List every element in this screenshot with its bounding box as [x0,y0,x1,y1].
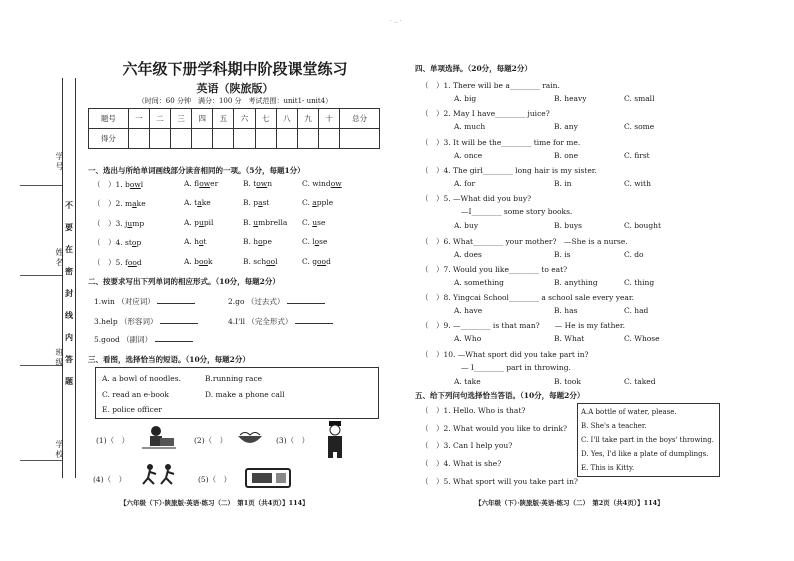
answer-option: A.A bottle of water, please. [581,408,677,416]
phonics-question: （ ）5. food [93,258,142,267]
score-table [88,108,380,149]
option-c[interactable]: C. had [624,306,649,316]
answer-blank[interactable] [155,334,193,342]
option-b[interactable]: B. has [554,306,578,316]
mc-question: （ ）6. What________ your mother? —She is a nurse. [421,236,628,246]
score-header: 题号 [89,109,129,129]
police-officer-icon [322,420,348,458]
option-c[interactable]: C. some [624,122,655,132]
option-c[interactable]: C. good [302,257,331,266]
mc-question: （ ）9. —________ is that man? — He is my father. [421,321,625,331]
option-a[interactable]: A. buy [454,221,479,231]
answer-blank[interactable] [287,296,325,304]
option-c[interactable]: C. taked [624,376,656,386]
page-subtitle: 英语（陕旅版） [196,82,274,95]
score-cell[interactable] [171,129,192,149]
option-b[interactable]: B. past [243,198,270,207]
section-5-heading: 五、给下列问句选择恰当答语。（10分，每题2分） [415,391,585,400]
page-footer: 【六年级（下）·陕旅版·英语·练习（二） 第1页（共4页）】114】 [120,499,309,507]
score-cell[interactable] [149,129,170,149]
label-banji: 班级 [55,348,64,368]
option-b[interactable]: B. What [554,334,585,344]
exam-meta: （时间：60 分钟 满分：100 分 考试范围：unit1- unit4） [137,97,333,105]
option-a[interactable]: A. take [454,376,481,386]
picture-label[interactable]: (2)（ ） [194,436,228,445]
picture-label[interactable]: (5)（ ） [198,475,232,484]
answer-option: D. Yes, I'd like a plate of dumplings. [581,450,709,458]
option-b[interactable]: B. town [243,179,273,188]
phrase-option: E. police officer [102,405,162,414]
score-cell[interactable] [192,129,213,149]
option-a[interactable]: A. once [454,150,483,160]
section-2-heading: 二、按要求写出下列单词的相应形式。（10分，每题2分） [88,277,280,286]
score-cell[interactable] [319,129,340,149]
option-c[interactable]: C. window [302,179,342,188]
dialog-question: （ ）3. Can I help you? [421,441,513,450]
picture-label[interactable]: (3)（ ） [276,436,310,445]
section-4-heading: 四、单项选择。（20分，每题2分） [415,64,532,73]
mc-question: （ ）5. —What did you buy? [421,194,532,204]
answer-blank[interactable] [160,316,198,324]
label-xuehao: 学号 [55,152,64,172]
dialog-question: （ ）4. What is she? [421,459,502,468]
word-form-item: 3.help （形容词） [94,316,198,327]
word-form-item: 4.I'll （完全形式） [228,316,333,327]
option-a[interactable]: A. take [184,198,211,207]
mc-question: （ ）1. There will be a________ rain. [421,81,560,90]
answer-blank[interactable] [157,296,195,304]
section-1-heading: 一、选出与所给单词画线部分读音相同的一项。（5分，每题1分） [88,166,305,175]
option-a[interactable]: A. flower [184,179,219,188]
mc-question-line2: —I________ some story books. [461,207,573,217]
seal-char: 在 [65,244,73,254]
seal-char: 不 [65,200,73,210]
side-line-xuehao [20,185,62,186]
option-c[interactable]: C. first [624,150,650,160]
picture-label[interactable]: (4)（ ） [93,475,127,484]
option-a[interactable]: A. big [454,94,477,103]
option-b[interactable]: B. umbrella [243,218,288,227]
side-line-xingming [20,275,62,276]
picture-label[interactable]: (1)（ ） [96,436,130,445]
phrase-option: D. make a phone call [205,390,285,399]
score-header: 四 [192,109,213,129]
option-b[interactable]: B. one [554,150,579,160]
mc-question: （ ）8. Yingcai School________ a school sale every year. [421,293,635,303]
phrase-option: A. a bowl of noodles. [102,374,181,383]
label-xuexiao: 学校 [55,440,64,460]
option-c[interactable]: C. small [624,94,655,103]
seal-char: 答 [65,354,73,364]
score-cell[interactable] [234,129,255,149]
section-3-heading: 三、看图，选择恰当的短语。（10分，每题2分） [88,355,250,364]
dialog-question: （ ）1. Hello. Who is that? [421,406,526,415]
seal-char: 线 [65,310,73,320]
seal-char: 密 [65,266,73,276]
option-b[interactable]: B. took [554,376,581,386]
phone-icon [244,465,292,489]
side-line-xuexiao [20,460,62,461]
option-c[interactable]: C. use [302,218,326,227]
option-c[interactable]: C. thing [624,277,655,287]
score-cell[interactable] [213,129,234,149]
score-header: 六 [234,109,255,129]
answer-option: E. This is Kitty. [581,464,635,472]
word-form-item: 5.good （副词） [94,334,193,345]
label-xingming: 姓名 [55,248,64,268]
option-a[interactable]: A. pupil [184,218,214,227]
option-b[interactable]: B. school [243,257,278,266]
phonics-question: （ ）4. stop [93,238,142,247]
mc-question: （ ）2. May I have________ juice? [421,109,550,119]
noodle-bowl-icon [236,428,264,448]
reading-person-icon [142,424,176,450]
seal-char: 要 [65,222,73,232]
score-cell[interactable] [340,129,380,149]
option-b[interactable]: B. hope [243,237,272,246]
seal-char: 封 [65,288,73,298]
binding-strip [62,78,76,478]
option-c[interactable]: C. apple [302,198,334,207]
scan-mark: · ‥ · [390,18,402,25]
word-form-item: 2.go （过去式） [228,296,325,307]
score-header: 五 [213,109,234,129]
mc-question: （ ）10. —What sport did you take part in? [421,349,589,359]
score-header: 二 [149,109,170,129]
score-row-label: 得分 [89,129,129,149]
score-header: 一 [128,109,149,129]
option-c[interactable]: C. bought [624,221,662,231]
option-b[interactable]: B. heavy [554,94,587,103]
phonics-question: （ ）3. jump [93,219,145,228]
dialog-question: （ ）2. What would you like to drink? [421,424,568,433]
mc-question: （ ）3. It will be the________ time for me. [421,137,581,147]
option-b[interactable]: B. any [554,122,578,132]
option-c[interactable]: C. do [624,249,644,259]
option-a[interactable]: A. have [454,306,483,316]
mc-question: （ ）4. The girl________ long hair is my sister. [421,165,597,175]
page-title: 六年级下册学科期中阶段课堂练习 [122,60,348,78]
phonics-question: （ ）1. bowl [93,180,144,189]
option-b[interactable]: B. in [554,178,572,188]
option-a[interactable]: A. book [184,257,213,266]
score-cell[interactable] [128,129,149,149]
right-page [397,0,794,561]
option-b[interactable]: B. buys [554,221,582,231]
answer-blank[interactable] [295,316,333,324]
option-c[interactable]: C. lose [302,237,328,246]
option-a[interactable]: A. hot [184,237,207,246]
score-header: 八 [276,109,297,129]
mc-question: （ ）7. Would you like________ to eat? [421,264,568,274]
score-cell[interactable] [297,129,318,149]
page-footer: 【六年级（下）·陕旅版·英语·练习（二） 第2页（共4页）】114】 [475,499,664,507]
option-a[interactable]: A. much [454,122,486,132]
phrase-option: B.running race [205,374,263,383]
option-c[interactable]: C. Whose [624,334,660,344]
score-header: 三 [171,109,192,129]
score-header: 总分 [340,109,380,129]
option-a[interactable]: A. for [454,178,476,188]
dialog-question: （ ）5. What sport will you take part in? [421,477,578,486]
option-b[interactable]: B. anything [554,277,598,287]
option-a[interactable]: A. does [454,249,482,259]
word-form-item: 1.win （对应词） [94,296,195,307]
option-a[interactable]: A. Who [454,334,482,344]
score-header: 十 [319,109,340,129]
option-c[interactable]: C. with [624,178,651,188]
answer-option: C. I'll take part in the boys' throwing. [581,436,714,444]
phrase-option: C. read an e-book [102,390,169,399]
option-b[interactable]: B. is [554,249,571,259]
option-a[interactable]: A. something [454,277,504,287]
running-race-icon [140,462,182,486]
answer-option: B. She's a teacher. [581,422,647,430]
seal-char: 内 [65,332,73,342]
score-cell[interactable] [255,129,276,149]
score-header: 七 [255,109,276,129]
seal-char: 题 [65,376,73,386]
score-cell[interactable] [276,129,297,149]
phonics-question: （ ）2. make [93,199,146,208]
mc-question-line2: — I________ part in throwing. [461,362,571,372]
score-header: 九 [297,109,318,129]
